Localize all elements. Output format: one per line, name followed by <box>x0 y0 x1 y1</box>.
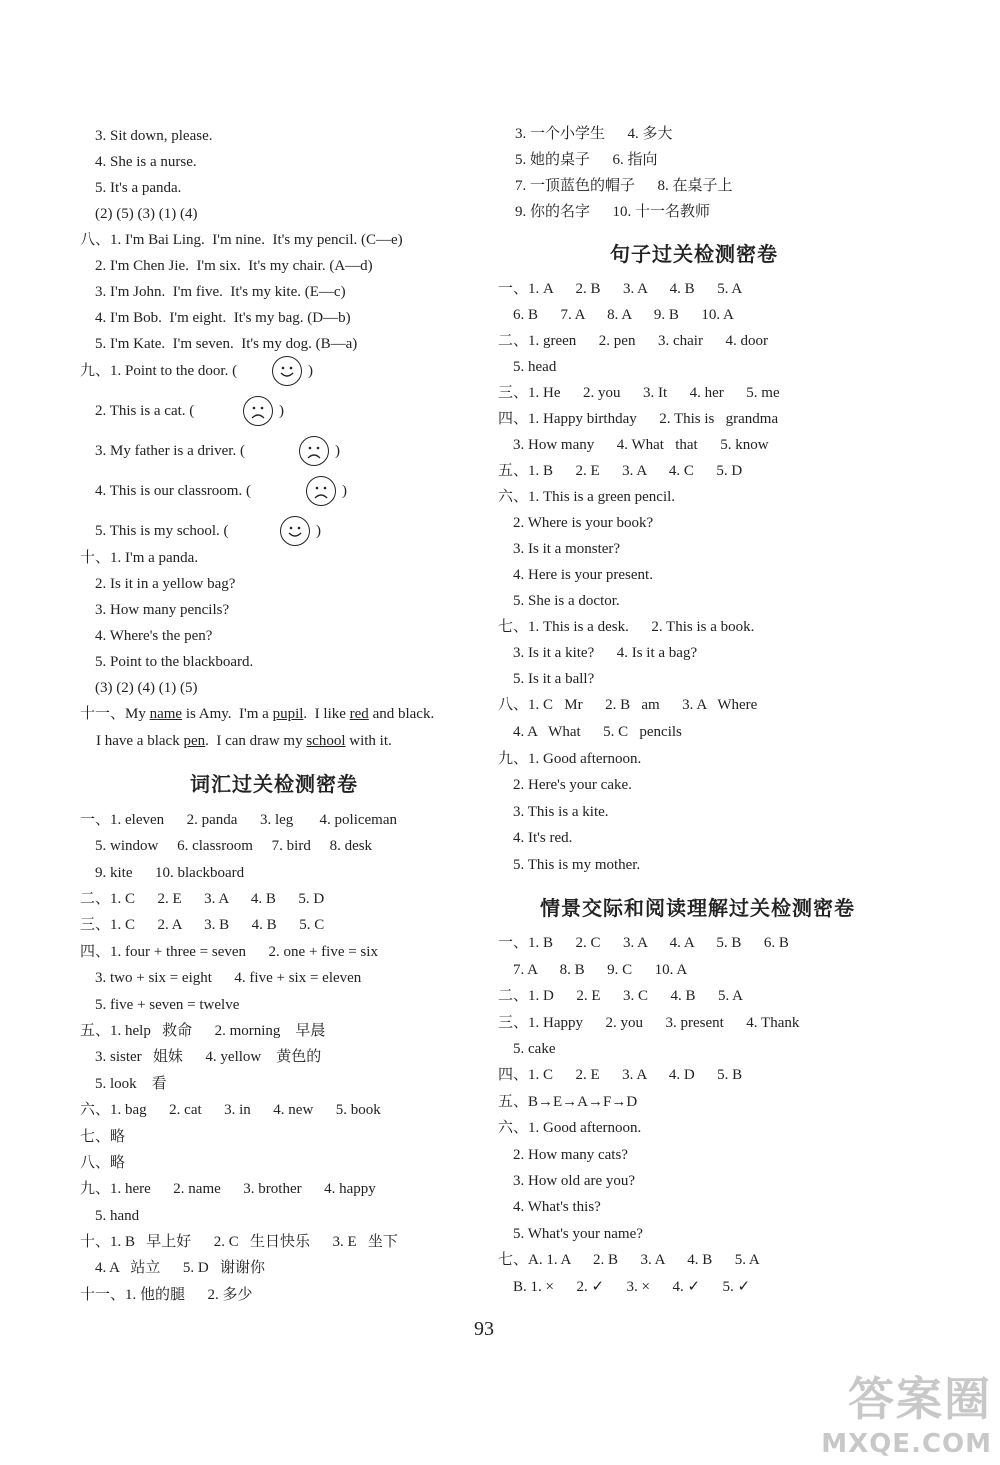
answer-line: 4. A 站立 5. D 谢谢你 <box>80 1260 266 1276</box>
answer-line: 5. Point to the blackboard. <box>80 654 254 670</box>
answer-line: (2) (5) (3) (1) (4) <box>80 206 198 222</box>
answer-line: (3) (2) (4) (1) (5) <box>80 680 198 696</box>
answer-line: 5. head <box>498 359 557 375</box>
answer-line: 4. It's red. <box>498 830 573 846</box>
answer-line: 3. I'm John. I'm five. It's my kite. (E—c) <box>80 284 346 300</box>
answer-line: 4. Here is your present. <box>498 567 653 583</box>
answer-line: 2. Here's your cake. <box>498 777 632 793</box>
answer-line: 七、A. 1. A 2. B 3. A 4. B 5. A <box>498 1252 760 1268</box>
answer-line: 3. How many 4. What that 5. know <box>498 437 769 453</box>
smile-face-icon <box>280 516 310 546</box>
section-title: 情景交际和阅读理解过关检测密卷 <box>540 896 855 920</box>
answer-line: 3. two + six = eight 4. five + six = eleven <box>80 970 362 986</box>
answer-line: B. 1. × 2. ✓ 3. × 4. ✓ 5. ✓ <box>498 1279 751 1295</box>
answer-line: 九、1. Good afternoon. <box>498 751 642 767</box>
answer-line: 八、略 <box>80 1155 126 1171</box>
answer-line: 4. This is our classroom. ( <box>80 483 251 499</box>
answer-line: 一、1. B 2. C 3. A 4. A 5. B 6. B <box>498 935 789 951</box>
answer-line: 5. It's a panda. <box>80 180 182 196</box>
answer-line: 一、1. A 2. B 3. A 4. B 5. A <box>498 281 743 297</box>
answer-line: 3. My father is a driver. ( <box>80 443 245 459</box>
answer-line: I have a black pen. I can draw my school with it. <box>96 733 392 749</box>
answer-line: 5. 她的桌子 6. 指向 <box>500 152 658 168</box>
answer-line: 5. five + seven = twelve <box>80 997 240 1013</box>
answer-line: 5. This is my school. ( <box>80 523 229 539</box>
answer-line: 2. This is a cat. ( <box>80 403 195 419</box>
answer-line: 4. Where's the pen? <box>80 628 213 644</box>
answer-line: 三、1. Happy 2. you 3. present 4. Thank <box>498 1015 800 1031</box>
section-title: 句子过关检测密卷 <box>610 242 778 266</box>
sad-face-icon <box>299 436 329 466</box>
answer-line: 二、1. green 2. pen 3. chair 4. door <box>498 333 768 349</box>
answer-line: 2. Is it in a yellow bag? <box>80 576 236 592</box>
answer-line: 七、1. This is a desk. 2. This is a book. <box>498 619 755 635</box>
answer-line: 八、1. C Mr 2. B am 3. A Where <box>498 697 758 713</box>
answer-line: 3. How old are you? <box>498 1173 636 1189</box>
answer-line: 二、1. C 2. E 3. A 4. B 5. D <box>80 891 325 907</box>
answer-line: 六、1. bag 2. cat 3. in 4. new 5. book <box>80 1102 381 1118</box>
answer-line: 3. Is it a kite? 4. Is it a bag? <box>498 645 698 661</box>
answer-line: 9. 你的名字 10. 十一名教师 <box>500 204 711 220</box>
answer-line: 七、略 <box>80 1129 126 1145</box>
answer-line: 八、1. I'm Bai Ling. I'm nine. It's my pencil. (C—e) <box>80 232 403 248</box>
answer-line: 六、1. This is a green pencil. <box>498 489 676 505</box>
answer-line: 2. I'm Chen Jie. I'm six. It's my chair. (A—d) <box>80 258 373 274</box>
answer-line: 六、1. Good afternoon. <box>498 1120 642 1136</box>
answer-line: 5. Is it a ball? <box>498 671 595 687</box>
answer-line: 五、B→E→A→F→D <box>498 1094 638 1110</box>
answer-line: 十、1. B 早上好 2. C 生日快乐 3. E 坐下 <box>80 1234 398 1250</box>
answer-line: 3. 一个小学生 4. 多大 <box>500 126 673 142</box>
answer-line: 5. I'm Kate. I'm seven. It's my dog. (B—a) <box>80 336 358 352</box>
answer-line: 5. What's your name? <box>498 1226 643 1242</box>
answer-line: 3. How many pencils? <box>80 602 230 618</box>
answer-line: 九、1. here 2. name 3. brother 4. happy <box>80 1181 376 1197</box>
answer-line: 7. A 8. B 9. C 10. A <box>498 962 688 978</box>
answer-line: 5. window 6. classroom 7. bird 8. desk <box>80 838 373 854</box>
answer-line: 十一、1. 他的腿 2. 多少 <box>80 1287 253 1303</box>
answer-line: 三、1. C 2. A 3. B 4. B 5. C <box>80 917 325 933</box>
page-number: 93 <box>474 1318 494 1340</box>
answer-line: 3. sister 姐妹 4. yellow 黄色的 <box>80 1049 322 1065</box>
answer-line: 6. B 7. A 8. A 9. B 10. A <box>498 307 734 323</box>
answer-line: 五、1. B 2. E 3. A 4. C 5. D <box>498 463 743 479</box>
answer-line: 3. Sit down, please. <box>80 128 213 144</box>
answer-line: 3. Is it a monster? <box>498 541 621 557</box>
answer-line: 5. look 看 <box>80 1076 167 1092</box>
smile-face-icon <box>272 356 302 386</box>
answer-line: 5. She is a doctor. <box>498 593 620 609</box>
answer-line: 7. 一顶蓝色的帽子 8. 在桌子上 <box>500 178 733 194</box>
answer-line: 4. What's this? <box>498 1199 601 1215</box>
answer-line: 十一、My name is Amy. I'm a pupil. I like red and black. <box>80 706 435 722</box>
answer-line: 十、1. I'm a panda. <box>80 550 199 566</box>
answer-line: 5. cake <box>498 1041 556 1057</box>
answer-line: 2. Where is your book? <box>498 515 654 531</box>
answer-line: 9. kite 10. blackboard <box>80 865 245 881</box>
answer-line: 3. This is a kite. <box>498 804 609 820</box>
answer-line: 三、1. He 2. you 3. It 4. her 5. me <box>498 385 780 401</box>
sad-face-icon <box>243 396 273 426</box>
answer-line: 四、1. C 2. E 3. A 4. D 5. B <box>498 1067 743 1083</box>
answer-line: 5. hand <box>80 1208 140 1224</box>
answer-line: 九、1. Point to the door. ( <box>80 363 238 379</box>
answer-line: 4. A What 5. C pencils <box>498 724 682 740</box>
answer-line: 二、1. D 2. E 3. C 4. B 5. A <box>498 988 744 1004</box>
answer-line: 四、1. Happy birthday 2. This is grandma <box>498 411 779 427</box>
sad-face-icon <box>306 476 336 506</box>
answer-line: 4. I'm Bob. I'm eight. It's my bag. (D—b) <box>80 310 351 326</box>
answer-line: 5. This is my mother. <box>498 857 641 873</box>
answer-line: 五、1. help 救命 2. morning 早晨 <box>80 1023 326 1039</box>
answer-line: 一、1. eleven 2. panda 3. leg 4. policeman <box>80 812 398 828</box>
answer-line: 4. She is a nurse. <box>80 154 197 170</box>
section-title: 词汇过关检测密卷 <box>190 772 358 796</box>
watermark <box>821 1363 992 1459</box>
answer-line: 2. How many cats? <box>498 1147 628 1163</box>
watermark-logo: 答案圈 <box>848 1372 992 1426</box>
watermark-url: MXQE.COM <box>821 1429 992 1459</box>
answer-line: 四、1. four + three = seven 2. one + five = six <box>80 944 378 960</box>
